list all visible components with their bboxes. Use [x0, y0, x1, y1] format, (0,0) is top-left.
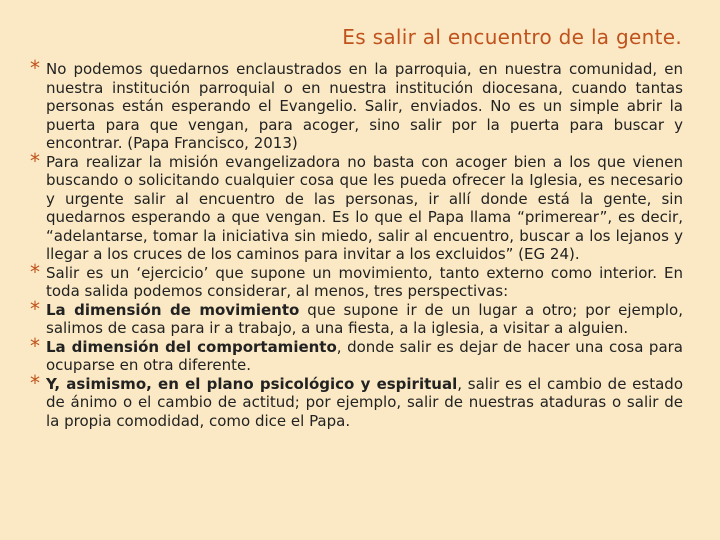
slide-title: Es salir al encuentro de la gente. — [342, 25, 682, 49]
bullet-star-icon: * — [30, 148, 40, 173]
bullet-text: No podemos quedarnos enclaustrados en la parroquia, en nuestra comunidad, en nuestra institución parroquial o en nuestra institución diocesana, cuando tantas personas están esperando el Evangelio. Salir, enviados. No es un simple abrir la puerta para que vengan, para acoger, sino salir por la puerta para buscar y encontrar. (Papa Francisco, 2013) — [46, 60, 683, 152]
bullet-star-icon: * — [30, 296, 40, 321]
bullet-item — [30, 148, 683, 264]
bullet-text: Salir es un ‘ejercicio’ que supone un movimiento, tanto externo como interior. En toda salida podemos considerar, al menos, tres perspectivas: — [46, 263, 683, 300]
bullet-star-icon: * — [30, 259, 40, 284]
bullet-bold-heading: La dimensión del comportamiento — [46, 337, 337, 356]
bullet-list — [30, 56, 683, 430]
bullet-text: , donde salir es dejar de hacer una cosa para ocuparse en otra diferente. — [46, 337, 683, 374]
bullet-item — [30, 370, 683, 431]
bullet-text: que supone ir de un lugar a otro; por ejemplo, salimos de casa para ir a trabajo, a una fiesta, a la iglesia, a visitar a alguien. — [46, 300, 683, 337]
bullet-star-icon: * — [30, 56, 40, 80]
bullet-text: Para realizar la misión evangelizadora no basta con acoger bien a los que vienen buscando o solicitando cualquier cosa que les pueda ofrecer la Iglesia, es necesario y urgente salir al encuentro de las personas, ir allí donde está la gente, sin quedarnos esperando a que vengan. Es lo que el Papa llama “primerear”, es decir, “adelantarse, tomar la iniciativa sin miedo, salir al encuentro, buscar a los lejanos y llegar a los cruces de los caminos para invitar a los excluidos” (EG 24). — [46, 152, 683, 263]
bullet-text: , salir es el cambio de estado de ánimo o el cambio de actitud; por ejemplo, salir de nuestras ataduras o salir de la propia comodidad, como dice el Papa. — [46, 374, 683, 430]
bullet-item — [30, 259, 683, 301]
bullet-star-icon: * — [30, 370, 40, 395]
bullet-bold-heading: La dimensión de movimiento — [46, 300, 300, 319]
bullet-item — [30, 296, 683, 338]
bullet-bold-heading: Y, asimismo, en el plano psicológico y espiritual — [46, 374, 458, 393]
bullet-star-icon: * — [30, 333, 40, 358]
bullet-item — [30, 333, 683, 375]
bullet-item — [30, 56, 683, 153]
